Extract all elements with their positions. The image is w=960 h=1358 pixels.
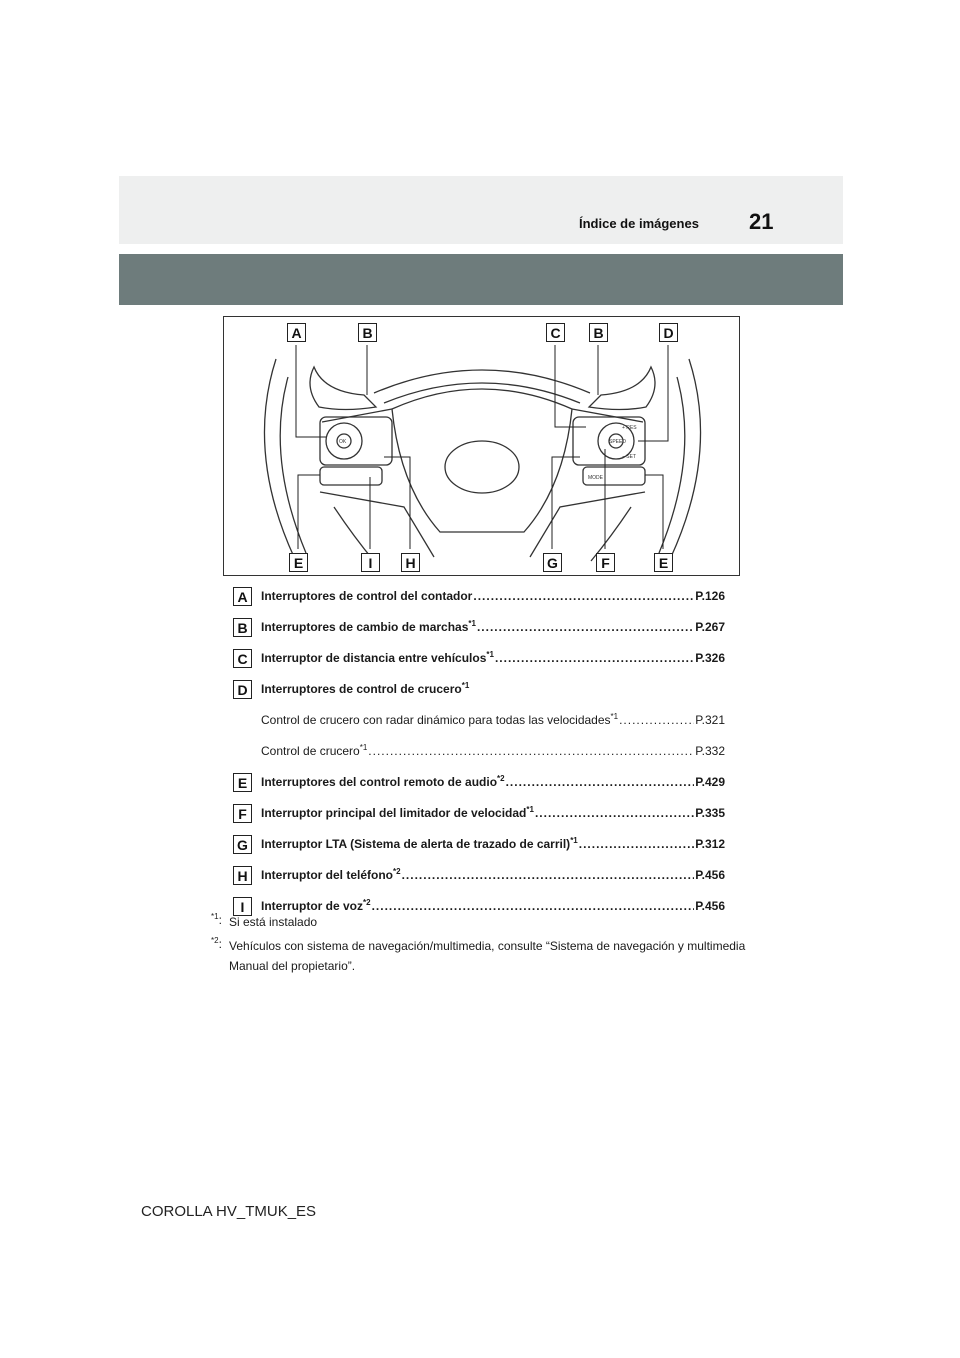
list-item[interactable] xyxy=(233,585,725,616)
diagram-label-a: A xyxy=(287,323,306,342)
page-number: 21 xyxy=(749,209,774,234)
airbag-emblem xyxy=(445,441,519,493)
list-item[interactable] xyxy=(233,771,725,802)
footnote-mark: *1 xyxy=(486,650,494,659)
wheel-hub xyxy=(392,389,572,532)
left-paddle xyxy=(310,367,376,410)
leader-g xyxy=(552,457,580,549)
wheel-rim-left-arc xyxy=(264,359,294,557)
set-label: − SET xyxy=(622,454,637,460)
footnote-2: $^{*2}$: Vehículos con sistema de navegación/multimedia, consulte “Sistema de navegación y multimedia Manual del propietario”. xyxy=(211,936,229,951)
diagram-label-g: G xyxy=(543,553,562,572)
footnote-text: Vehículos con sistema de navegación/multimedia, consulte “Sistema de navegación y multimedia Manual del propietario”. xyxy=(229,939,746,973)
item-letter: E xyxy=(233,773,252,792)
item-label: Control de crucero xyxy=(261,744,360,758)
page-reference[interactable]: P.321 xyxy=(695,713,725,727)
diagram-label-f: F xyxy=(596,553,615,572)
page-reference[interactable]: P.126 xyxy=(695,589,725,603)
list-subitem[interactable] xyxy=(233,740,725,771)
header-bar xyxy=(119,254,843,305)
right-paddle xyxy=(589,367,655,410)
list-subitem[interactable] xyxy=(233,709,725,740)
page-reference[interactable]: P.456 xyxy=(695,868,725,882)
leader-e-left xyxy=(298,475,320,549)
item-letter: A xyxy=(233,587,252,606)
item-letter: F xyxy=(233,804,252,823)
footnote-mark: *1 xyxy=(468,619,476,628)
left-switch-pad xyxy=(320,417,392,465)
wheel-rim-left-inner xyxy=(280,377,306,553)
item-letter: G xyxy=(233,835,252,854)
item-label: Interruptor de distancia entre vehículos xyxy=(261,651,487,665)
footnote-mark: *2 xyxy=(497,774,505,783)
image-index-list xyxy=(233,585,725,926)
footnote-mark: *2 xyxy=(211,936,219,945)
header-band xyxy=(119,176,843,244)
diagram-label-i: I xyxy=(361,553,380,572)
diagram-label-b: B xyxy=(358,323,377,342)
diagram-label-c: C xyxy=(546,323,565,342)
leader-h xyxy=(384,457,410,549)
page-reference[interactable]: P.332 xyxy=(695,744,725,758)
footnote-text: Si está instalado xyxy=(229,915,318,929)
item-letter: B xyxy=(233,618,252,637)
diagram-label-e: E xyxy=(289,553,308,572)
list-item[interactable] xyxy=(233,864,725,895)
document-footer: COROLLA HV_TMUK_ES xyxy=(141,1203,317,1220)
footnote-mark: *1 xyxy=(359,743,368,752)
leader-e-right xyxy=(645,475,663,549)
diagram-label-d: D xyxy=(659,323,678,342)
steering-wheel-diagram xyxy=(223,316,740,576)
page-reference[interactable]: P.326 xyxy=(695,651,725,665)
footnote-1: $^{*1}$: Si está instalado xyxy=(211,912,229,927)
list-item[interactable] xyxy=(233,802,725,833)
item-label: Interruptores del control remoto de audio xyxy=(261,775,498,789)
left-spoke xyxy=(320,409,434,557)
page-reference[interactable]: P.312 xyxy=(695,837,725,851)
item-label: Interruptor del teléfono xyxy=(261,868,393,882)
footnote-mark: *1 xyxy=(610,712,619,721)
item-label: Control de crucero con radar dinámico para todas las velocidades xyxy=(261,713,611,727)
res-label: + RES xyxy=(622,425,637,431)
steering-wheel-drawing xyxy=(224,317,741,577)
item-letter: C xyxy=(233,649,252,668)
item-label: Interruptor de voz xyxy=(261,899,364,913)
footnote-mark: *2 xyxy=(363,898,371,907)
section-title: Índice de imágenes xyxy=(579,216,699,231)
footnote-mark: *1 xyxy=(526,805,534,814)
list-item[interactable] xyxy=(233,833,725,864)
list-item xyxy=(233,678,725,709)
mode-label: MODE xyxy=(588,475,603,481)
footnote-mark: *2 xyxy=(393,867,401,876)
wheel-rim-right-arc xyxy=(671,359,701,557)
item-letter: I xyxy=(233,897,252,916)
item-label: Interruptores de control del contador xyxy=(261,589,473,603)
item-label: Interruptores de cambio de marchas xyxy=(261,620,469,634)
speed-button-label: SPEED xyxy=(609,439,626,445)
footnote-mark: *1 xyxy=(570,836,578,845)
diagram-label-e-right: E xyxy=(654,553,673,572)
right-spoke xyxy=(530,409,645,557)
item-label: Interruptor LTA (Sistema de alerta de trazado de carril) xyxy=(261,837,571,851)
item-letter: D xyxy=(233,680,252,699)
item-label: Interruptores de control de crucero xyxy=(261,682,462,696)
left-lower-switch xyxy=(320,467,382,485)
diagram-label-h: H xyxy=(401,553,420,572)
ok-button-label: OK xyxy=(339,439,347,445)
page-reference[interactable]: P.456 xyxy=(695,899,725,913)
list-item[interactable] xyxy=(233,647,725,678)
page-reference[interactable]: P.335 xyxy=(695,806,725,820)
item-letter: H xyxy=(233,866,252,885)
footnote-mark: *1 xyxy=(461,681,470,690)
list-item[interactable] xyxy=(233,616,725,647)
page-reference[interactable]: P.267 xyxy=(695,620,725,634)
diagram-label-b-right: B xyxy=(589,323,608,342)
footnote-mark: *1 xyxy=(211,912,219,921)
page-reference[interactable]: P.429 xyxy=(695,775,725,789)
item-label: Interruptor principal del limitador de velocidad xyxy=(261,806,527,820)
